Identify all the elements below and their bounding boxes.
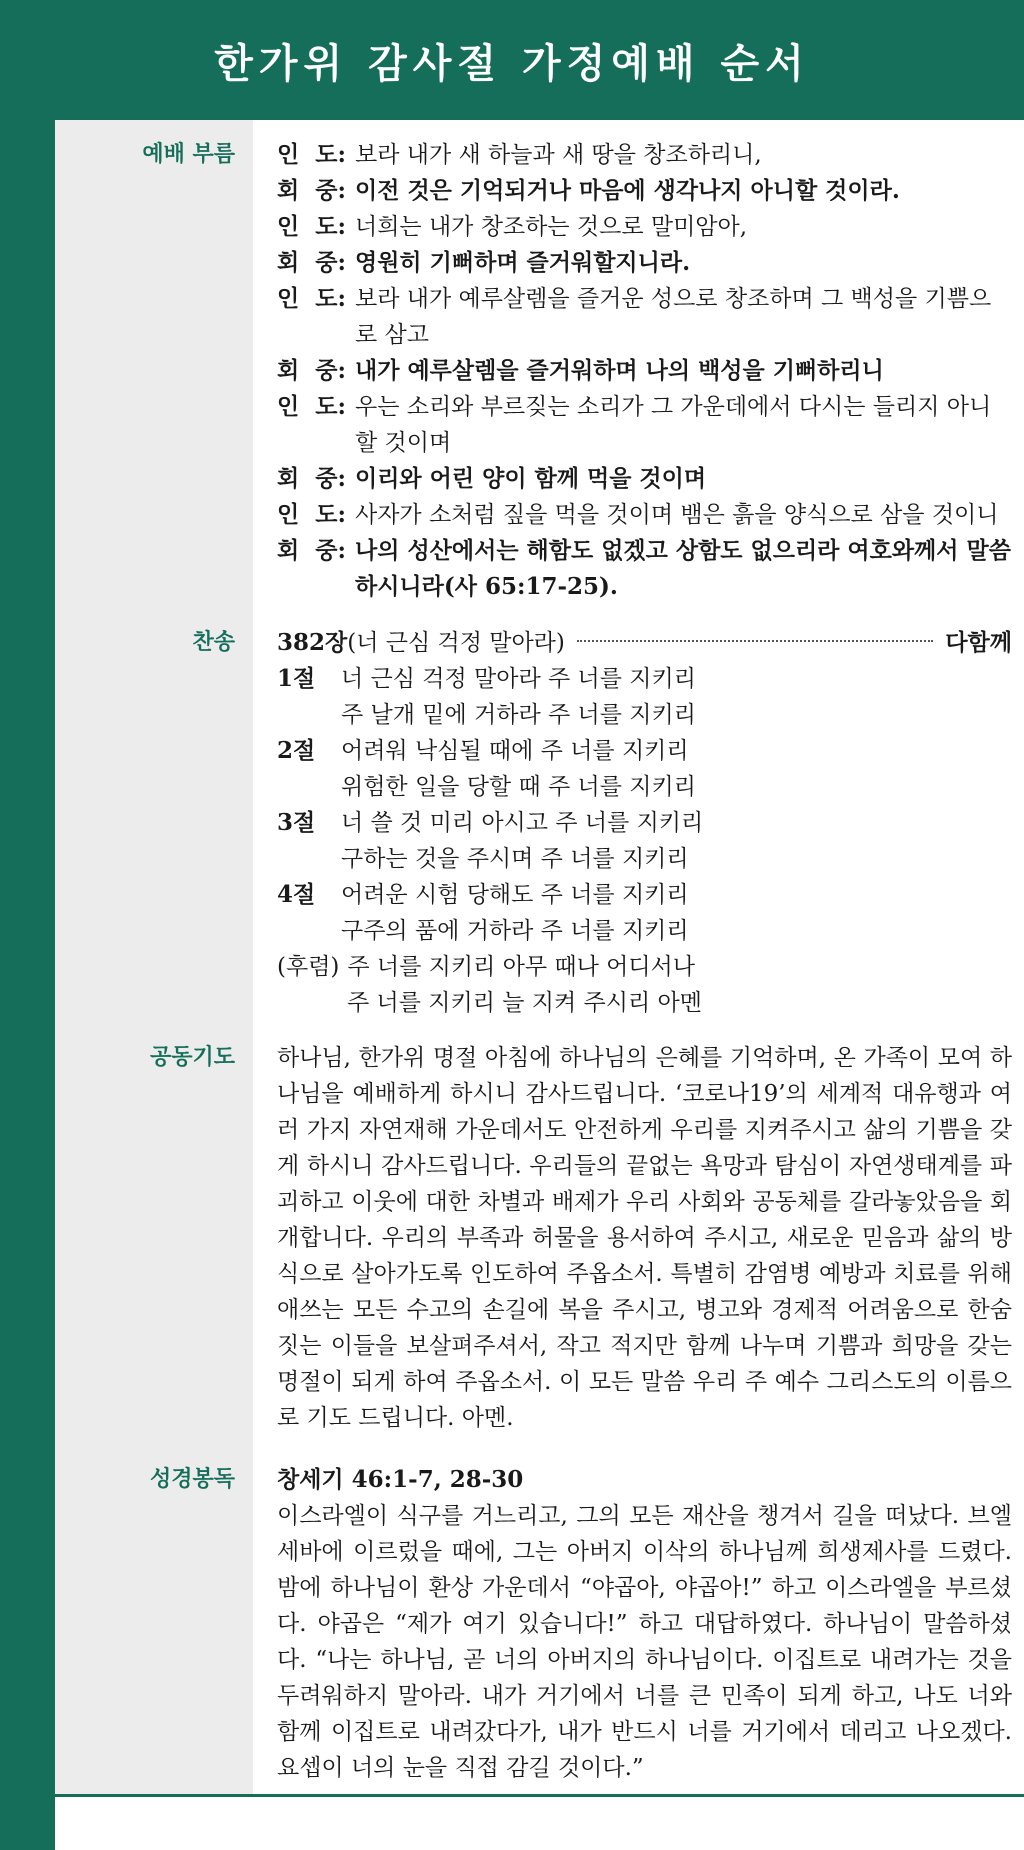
call-line [277, 281, 1012, 353]
verse-number: 1절 [277, 665, 316, 692]
verse-number: 3절 [277, 809, 316, 836]
hymn-verses [277, 661, 1012, 949]
reading-reference: 창세기 46:1-7, 28-30 [277, 1466, 524, 1493]
hymn-verse [277, 661, 1012, 697]
call-line [277, 245, 1012, 281]
call-line [277, 461, 1012, 497]
hymn-number: 382장 [277, 629, 348, 656]
refrain-line-2: 주 너를 지키리 늘 지켜 주시리 아멘 [347, 990, 702, 1016]
verse-line-1: 어려워 낙심될 때에 주 너를 지키리 [341, 738, 689, 764]
call-line [277, 209, 1012, 245]
call-to-worship-label: 예배 부름 [142, 142, 235, 167]
call-line-text: 영원히 기뻐하며 즐거워할지니라. [355, 249, 691, 276]
verse-number: 4절 [277, 881, 316, 908]
call-line [277, 353, 1012, 389]
verse-line-2: 주 날개 밑에 거하라 주 너를 지키리 [341, 702, 696, 728]
hymn-performer: 다함께 [945, 629, 1012, 656]
hymn-verse [277, 733, 1012, 769]
verse-line-2: 구하는 것을 주시며 주 너를 지키리 [341, 846, 689, 872]
reading-text: 이스라엘이 식구를 거느리고, 그의 모든 재산을 챙겨서 길을 떠났다. 브엘세바에 이르렀을 때에, 그는 아버지 이삭의 하나님께 희생제사를 드렸다. 밤에 하나님이 환상 가운데서 “야곱아, 야곱아!” 하고 이스라엘을 부르셨다. 야곱은 “제가 여기 있습니다!” 하고 대답하였다. 하나님이 말씀하셨다. “나는 하나님, 곧 너의 아버지의 하나님이다. 이집트로 내려가는 것을 두려워하지 말아라. 내가 거기에서 너를 큰 민족이 되게 하고, 나도 너와 함께 이집트로 내려갔다가, 내가 반드시 너를 거기에서 데리고 나오겠다. 요셉이 너의 눈을 직접 감길 것이다.” [277, 1503, 1012, 1781]
call-line-speaker: 회 중: [277, 465, 346, 492]
verse-number: 2절 [277, 737, 316, 764]
call-line [277, 533, 1012, 605]
call-line-text: 우는 소리와 부르짖는 소리가 그 가운데에서 다시는 들리지 아니할 것이며 [355, 394, 992, 456]
page-title: 한가위 감사절 가정예배 순서 [214, 40, 810, 87]
hymn-name: (너 근심 걱정 말아라) [347, 630, 565, 656]
verse-line-1: 어려운 시험 당해도 주 너를 지키리 [341, 882, 689, 908]
label-column [55, 120, 253, 1794]
call-line [277, 497, 1012, 533]
reading-body [277, 1462, 1012, 1786]
hymn-title-line [277, 625, 1012, 661]
hymn-label: 찬송 [192, 630, 235, 655]
call-line-text: 이리와 어린 양이 함께 먹을 것이며 [355, 465, 707, 492]
hymn-verse [277, 805, 1012, 841]
call-line [277, 173, 1012, 209]
call-line-speaker: 회 중: [277, 249, 346, 276]
call-line-text: 너희는 내가 창조하는 것으로 말미암아, [355, 214, 748, 240]
left-accent-bar [0, 120, 55, 1850]
call-line-speaker: 인 도: [277, 285, 346, 312]
refrain-line-1: 주 너를 지키리 아무 때나 어디서나 [347, 954, 695, 980]
verse-line-1: 너 근심 걱정 말아라 주 너를 지키리 [341, 666, 696, 692]
call-to-worship-lines [277, 137, 1012, 605]
hymn-refrain [277, 949, 1012, 985]
call-line [277, 137, 1012, 173]
call-line-text: 보라 내가 새 하늘과 새 땅을 창조하리니, [355, 142, 762, 168]
prayer-body [277, 1040, 1012, 1436]
leader-dots [577, 640, 933, 642]
call-line-speaker: 인 도: [277, 501, 346, 528]
reading-label: 성경봉독 [149, 1467, 235, 1492]
call-line-text: 보라 내가 예루살렘을 즐거운 성으로 창조하며 그 백성을 기쁨으로 삼고 [355, 286, 992, 348]
verse-line-2: 구주의 품에 거하라 주 너를 지키리 [341, 918, 689, 944]
call-line-speaker: 인 도: [277, 141, 346, 168]
call-line-text: 내가 예루살렘을 즐거워하며 나의 백성을 기뻐하리니 [355, 357, 884, 384]
call-line-speaker: 회 중: [277, 357, 346, 384]
call-line-text: 사자가 소처럼 짚을 먹을 것이며 뱀은 흙을 양식으로 삼을 것이니 [355, 502, 999, 528]
call-line [277, 389, 1012, 461]
bottom-divider [55, 1794, 1024, 1797]
call-line-speaker: 회 중: [277, 177, 346, 204]
page-header [0, 0, 1024, 120]
call-line-text: 이전 것은 기억되거나 마음에 생각나지 아니할 것이라. [355, 177, 900, 204]
verse-line-2: 위험한 일을 당할 때 주 너를 지키리 [341, 774, 696, 800]
call-line-text: 나의 성산에서는 해함도 없겠고 상함도 없으리라 여호와께서 말씀하시니라(사 65:17-25). [355, 537, 1011, 600]
hymn-verse [277, 877, 1012, 913]
prayer-label: 공동기도 [149, 1045, 235, 1070]
refrain-label: (후렴) [277, 954, 340, 980]
call-line-speaker: 인 도: [277, 393, 346, 420]
call-line-speaker: 인 도: [277, 213, 346, 240]
verse-line-1: 너 쓸 것 미리 아시고 주 너를 지키리 [341, 810, 704, 836]
prayer-text: 하나님, 한가위 명절 아침에 하나님의 은혜를 기억하며, 온 가족이 모여 하나님을 예배하게 하시니 감사드립니다. ‘코로나19’의 세계적 대유행과 여러 가지 자연재해 가운데서도 안전하게 우리를 지켜주시고 삶의 기쁨을 갖게 하시니 감사드립니다. 우리들의 끝없는 욕망과 탐심이 자연생태계를 파괴하고 이웃에 대한 차별과 배제가 우리 사회와 공동체를 갈라놓았음을 회개합니다. 우리의 부족과 허물을 용서하여 주시고, 새로운 믿음과 삶의 방식으로 살아가도록 인도하여 주옵소서. 특별히 감염병 예방과 치료를 위해 애쓰는 모든 수고의 손길에 복을 주시고, 병고와 경제적 어려움으로 한숨 짓는 이들을 보살펴주셔서, 작고 적지만 함께 나누며 기쁨과 희망을 갖는 명절이 되게 하여 주옵소서. 이 모든 말씀 우리 주 예수 그리스도의 이름으로 기도 드립니다. 아멘. [277, 1045, 1012, 1431]
hymn-body [277, 625, 1012, 1021]
call-line-speaker: 회 중: [277, 537, 346, 564]
